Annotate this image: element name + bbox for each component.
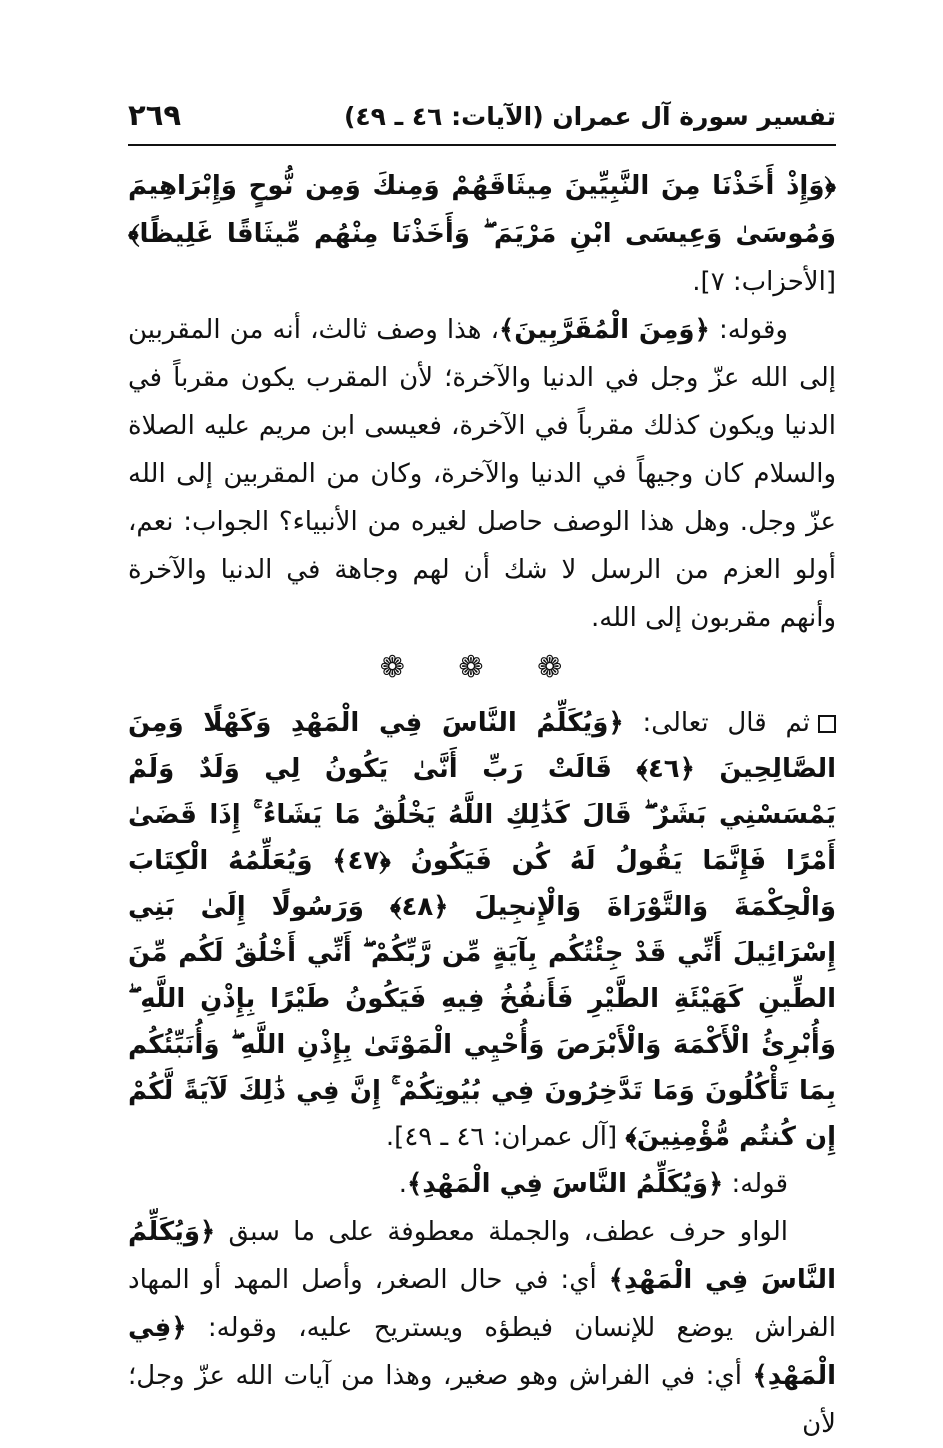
- quran-verse: ﴿وَإِذْ أَخَذْنَا مِنَ النَّبِيِّينَ مِيثَاقَهُمْ وَمِنكَ وَمِن نُّوحٍ وَإِبْرَاهِيمَ وَمُوسَىٰ وَعِيسَى ابْنِ مَرْيَمَ ۖ وَأَخَذْنَا مِنْهُم مِّيثَاقًا غَلِيظًا﴾: [128, 171, 836, 249]
- paragraph-verses-46-49: [128, 700, 836, 1160]
- paragraph-text: أي: في حال الصغر، وأصل المهد أو المهاد الفراش يوضع للإنسان فيطؤه ويستريح عليه، وقوله:: [128, 1265, 836, 1343]
- paragraph-text: ، هذا وصف ثالث، أنه من المقربين إلى الله عزّ وجل في الدنيا والآخرة؛ لأن المقرب يكون مقرباً في الدنيا ويكون كذلك مقرباً في الآخرة، فعيسى ابن مريم عليه الصلاة والسلام كان وجيهاً في الدنيا والآخرة، وكان من المقربين إلى الله عزّ وجل. وهل هذا الوصف حاصل لغيره من الأنبياء؟ الجواب: نعم، أولو العزم من الرسل لا شك أن لهم وجاهة في الدنيا والآخرة وأنهم مقربون إلى الله.: [128, 315, 836, 633]
- square-bullet-icon: [818, 715, 836, 733]
- verse-reference: [آل عمران: ٤٦ ـ ٤٩].: [385, 1122, 626, 1152]
- header-divider: [128, 144, 836, 146]
- paragraph-waw: [128, 1208, 836, 1448]
- running-title: تفسير سورة آل عمران (الآيات: ٤٦ ـ ٤٩): [343, 102, 836, 131]
- paragraph-lead: قوله:: [723, 1169, 788, 1199]
- quran-quote: ﴿وَمِنَ الْمُقَرَّبِينَ﴾: [499, 315, 710, 345]
- paragraph-text: أي: في الفراش وهو صغير، وهذا من آيات الله عزّ وجل؛ لأن: [128, 1361, 836, 1439]
- verse-reference: [الأحزاب: ٧].: [692, 267, 836, 297]
- quran-quote: ﴿فِي الْمَهْدِ﴾: [128, 1313, 836, 1391]
- section-separator: ❁ ❁ ❁: [379, 650, 585, 685]
- paragraph-muqarrabin: [128, 306, 836, 642]
- page-header: [128, 96, 836, 144]
- quran-quote: ﴿وَيُكَلِّمُ النَّاسَ فِي الْمَهْدِ﴾: [128, 1217, 836, 1295]
- body-text: [128, 162, 836, 1448]
- paragraph-lead: وقوله:: [709, 315, 788, 345]
- paragraph-text: الواو حرف عطف، والجملة معطوفة على ما سبق: [215, 1217, 788, 1247]
- paragraph-lead: ثم قال تعالى:: [623, 708, 810, 738]
- quran-verse: ﴿وَيُكَلِّمُ النَّاسَ فِي الْمَهْدِ وَكَهْلًا وَمِنَ الصَّالِحِينَ ﴿٤٦﴾ قَالَتْ رَبِّ أَنَّىٰ يَكُونُ لِي وَلَدٌ وَلَمْ يَمْسَسْنِي بَشَرٌ ۖ قَالَ كَذَٰلِكِ اللَّهُ يَخْلُقُ مَا يَشَاءُ ۚ إِذَا قَضَىٰ أَمْرًا فَإِنَّمَا يَقُولُ لَهُ كُن فَيَكُونُ ﴿٤٧﴾ وَيُعَلِّمُهُ الْكِتَابَ وَالْحِكْمَةَ وَالتَّوْرَاةَ وَالْإِنجِيلَ ﴿٤٨﴾ وَرَسُولًا إِلَىٰ بَنِي إِسْرَائِيلَ أَنِّي قَدْ جِئْتُكُم بِآيَةٍ مِّن رَّبِّكُمْ ۖ أَنِّي أَخْلُقُ لَكُم مِّنَ الطِّينِ كَهَيْئَةِ الطَّيْرِ فَأَنفُخُ فِيهِ فَيَكُونُ طَيْرًا بِإِذْنِ اللَّهِ ۖ وَأُبْرِئُ الْأَكْمَهَ وَالْأَبْرَصَ وَأُحْيِي الْمَوْتَىٰ بِإِذْنِ اللَّهِ ۖ وَأُنَبِّئُكُم بِمَا تَأْكُلُونَ وَمَا تَدَّخِرُونَ فِي بُيُوتِكُمْ ۚ إِنَّ فِي ذَٰلِكَ لَآيَةً لَّكُمْ إِن كُنتُم مُّؤْمِنِينَ﴾: [128, 708, 837, 1152]
- paragraph-end: .: [398, 1169, 408, 1199]
- paragraph-qawluhu: [128, 1160, 836, 1208]
- paragraph-verse-ahzab: [128, 162, 836, 306]
- quran-quote: ﴿وَيُكَلِّمُ النَّاسَ فِي الْمَهْدِ﴾: [407, 1169, 724, 1199]
- page-number: ٢٦٩: [128, 98, 182, 132]
